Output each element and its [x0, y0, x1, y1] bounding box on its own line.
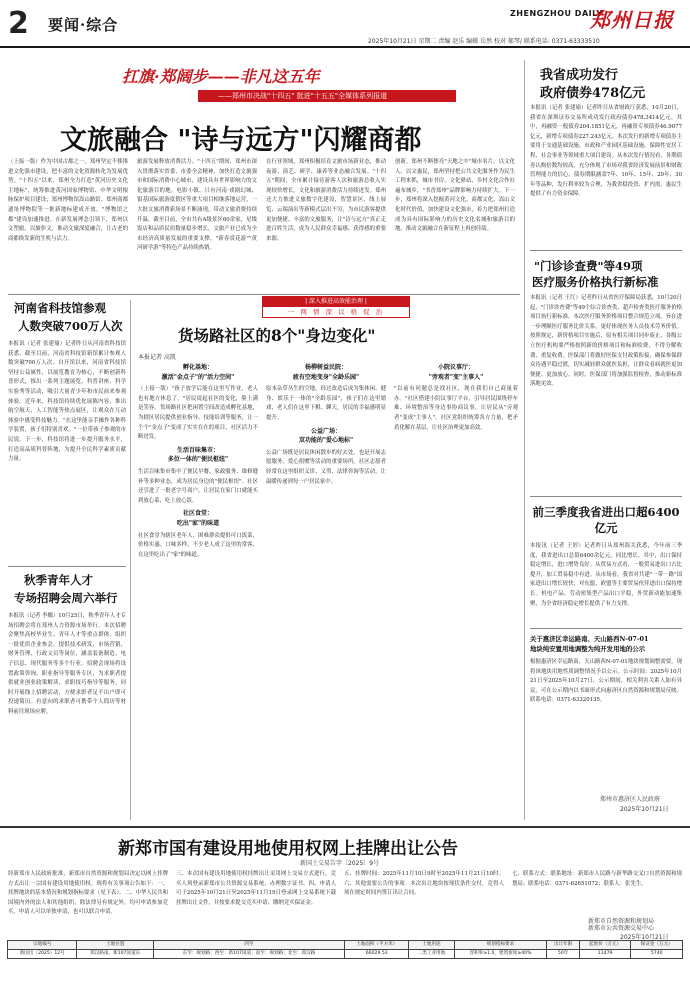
land-parcel-table: [7, 940, 683, 959]
kicker-line-1: | 深入推进高效能治理 |: [263, 297, 409, 307]
section-name: 要闻·综合: [48, 16, 119, 34]
table-header: 规划指标要求: [454, 941, 547, 950]
notice-issuer: 郑州市惠济区人民政府: [600, 796, 661, 803]
community-subhead-1: 孵化基地： 激活"金点子"的"活力空间": [161, 364, 235, 381]
job-headline-1: 秋季青年人才: [24, 573, 93, 587]
community-text-4: 原本杂草丛生的空地，经过改造后成为集休闲、健身、娱乐于一体的"全龄乐园"，孩子们在这里嬉戏，老人们在这里下棋、聊天，居民的幸福感明显提升。: [266, 386, 386, 421]
trade-headline: 前三季度我省进出口超6400亿元: [532, 505, 680, 535]
table-cell: 二类工业用地: [409, 950, 454, 959]
table-header: 宗地编号: [8, 941, 77, 950]
series-banner: [108, 62, 438, 110]
lead-col-3: 在行业领域，郑州积极培育文旅市场新业态，推动夜游、演艺、研学、康养等业态融合发展。"十四五"期间，全市累计接待游客人次和旅游总收入实现较快增长，文化和旅游消费活力持续迸发。郑州还大力推进文旅数字化建设，智慧景区、线上展览、云端演出等新模式层出不穷，为市民游客提供更加便捷、丰富的文旅服务，让"诗与远方"真正走进百姓生活，成为人民群众幸福感、获得感的重要来源。: [266, 159, 386, 242]
lead-headline: 文旅融合 "诗与远方"闪耀商都: [60, 125, 422, 156]
lead-divider: [8, 294, 520, 295]
tech-text: 本报讯（记者 张建瑜）记者昨日从河南省科技馆获悉，截至目前，河南省科技馆新馆累计参观人数突破700万人次。自开馆以来，河南省科技馆坚持公益属性，以展览教育为核心，不断创新科普形式，推出一系列主题展览、科普讲座、科学实验秀等活动，吸引大量青少年和市民前来参观体验。近年来，科技馆持续优化展陈内容，推出航空航天、人工智能等热点展区，让观众在互动体验中感受科技魅力。"在这里能亲手操作各种科学装置，孩子们特别喜欢。"一位带孩子参观的市民说。下一步，科技馆将进一步提升服务水平，打造高品质科普阵地，为提升全民科学素质贡献力量。: [8, 341, 126, 463]
table-header: 土地面积（平方米）: [345, 941, 409, 950]
table-cell: 容积率≥1.0，建筑密度≥40%: [454, 950, 547, 959]
community-headline: 货场路社区的8个"身边变化": [178, 326, 376, 345]
table-cell: 郑汉路南、新107国道东: [77, 950, 153, 959]
notice-date: 2025年10月21日: [620, 806, 669, 813]
community-col-1: [138, 360, 258, 820]
table-cell: 5740: [631, 950, 683, 959]
community-text-3: 社区食堂为辖区老年人、困难群众提供可口饭菜，价格实惠、口味多样，不少老人成了这里的常客，在这里吃出了"家"的味道。: [138, 532, 258, 558]
notice-headline-2: 地块纯安置用地调整为纯开发用地的公示: [530, 645, 646, 653]
notice-headline-1: 关于惠济区幸运路南、天山路西N-07-01: [530, 635, 649, 643]
right-col-divider: [524, 60, 525, 820]
community-subhead-5: 公益广场： 双功能的"爱心地标": [298, 427, 354, 445]
land-subtitle: 新国土交易告字〔2025〕9号: [300, 860, 380, 867]
banner-subtitle: ——郑州市决战"十四五" 挺进"十五五"全媒体系列报道: [218, 92, 388, 100]
bottom-section-rule: [0, 826, 690, 828]
community-col-3: [394, 360, 518, 820]
banner-title: 扛旗·郑阔步——非凡这五年: [122, 67, 320, 86]
lead-col-1: （上接一版）作为中国古都之一，郑州坚定不移推进文化强市建设，把丰富的文化资源转化为发展优势。"十四五"以来，郑州全力打造"黄河历史文化主地标"，统筹推进黄河国家博物馆、中华文明根脉保护项目建设；郑州博物馆嵩山路馆、郑州商都遗址博物院等一批新地标建成开放，"博物馆之都"建设加速推进。在新发展理念引领下，郑州以文塑旅、以旅彰文，推动文旅深度融合，让古老的商都焕发新的生机与活力。: [8, 159, 128, 242]
community-text-2: 生活百味集市集中了便民早餐、家政服务、维修缝补等多种业态，成为居民身边的"便民枢纽"。社区还引进了一批老字号商户，让居民在家门口就能买到放心菜、吃上放心饭。: [138, 468, 258, 504]
table-row: [8, 950, 683, 959]
lead-col-4: 创新，郑州不断擦亮"天地之中"城市名片。以文化人、以文惠民，郑州坚持把公共文化服务作为民生工程来抓，城市书房、文化驿站、乡村文化合作社遍布城乡，"书香郑州"品牌影响力持续扩大。下一步，郑州将深入挖掘黄河文化、商都文化、嵩山文化时代价值，加快建设文化强市，着力把郑州打造成为具有国际影响力的历史文化名城和旅游目的地，推动文旅融合在新征程上再创佳绩。: [395, 159, 515, 233]
table-header: 四至: [153, 941, 344, 950]
paper-name-en: ZHENGZHOU DAILY: [510, 9, 603, 18]
bond-divider: [530, 250, 682, 251]
trade-divider: [530, 628, 682, 629]
community-subhead-3: 社区食堂： 吃出"家"的味道: [176, 510, 220, 527]
community-text-5: 公益广场既是居民休闲散步的好去处，也是开展志愿服务、爱心捐赠等活动的重要场所。社区志愿者经常在这里组织义诊、义剪、法律咨询等活动，让温暖传递到每一户居民家中。: [266, 449, 386, 485]
community-byline: 本报记者 高凯: [138, 354, 176, 361]
table-cell: 东至：规划路；西至：新107国道；南至：规划路；北至：郑汉路: [153, 950, 344, 959]
community-subhead-6: 小院议事厅： "旁观者"变"主事人": [428, 364, 484, 381]
lead-col-2: 旅游发展释放消费活力。"十四五"期间，郑州市深入贯彻落实省委、市委全会精神，加快打造文旅强市和国际消费中心城市，建设具有世界影响力的文化旅游目的地。电影小镇、只有河南·戏剧幻城、银基国际旅游度假区等重大项目相继落地运营，一大批文旅消费新场景不断涌现，带动文旅消费持续升温。截至目前，全市共有A级景区60余家，星级饭店和品质民宿数量稳步增长，文旅产业已成为全市经济高质量发展的重要支撑。"新春赏花游""黄河研学游"等特色产品持续热销。: [137, 159, 257, 252]
job-headline-2: 专场招聘会周六举行: [14, 591, 118, 605]
land-headline: 新郑市国有建设用地使用权网上挂牌出让公告: [118, 839, 458, 859]
community-kicker: [262, 296, 410, 318]
tech-headline-2: 人数突破700万人次: [18, 319, 123, 333]
table-header: 起始价（万元）: [579, 941, 631, 950]
bond-headline-2: 政府债券478亿元: [540, 86, 646, 101]
land-col-4: 七、联系方式：联系地址：新郑市人民路与新华路交叉口自然资源和规划局；联系电话：0371-62651072；联系人：张先生。: [512, 871, 682, 887]
community-subhead-2: 生活百味集市： 多位一体的"便民枢纽": [167, 446, 229, 464]
table-cell: 66029.53: [345, 950, 409, 959]
paper-logo: 郑州日报: [590, 8, 674, 32]
land-date: 2025年10月21日: [620, 934, 669, 941]
clinic-headline-1: "门诊诊查费"等49项: [534, 259, 643, 273]
masthead: [0, 0, 690, 54]
page-number: 2: [8, 6, 29, 41]
clinic-text: 本报讯（记者 王红）记者昨日从省医疗保障局获悉，10月20日起，"门诊诊查费"等49个综合诊查类、超声检查类医疗服务价格项目执行新标准。本次医疗服务价格项目整合规范立项，旨在进一步理顺医疗服务比价关系，更好体现医务人员技术劳务价值。按照规定，新价格项目实施后，原有相关项目同步废止，各级公立医疗机构要严格按照新的价格项目和标准收费，不得分解收费、重复收费。医保部门将做好医保支付政策衔接，确保参保群众待遇平稳过渡，切实减轻群众就医负担，让群众看病就医更加便捷、更加放心。同时，医保部门将加强监督检查，推动新标准落地见效。: [530, 295, 682, 388]
land-col-2: 三、本次国有建设用地使用权挂牌出让采用网上交易方式进行，竞买人须登录新郑市公共资源交易系统，办理数字证书。四、申请人可于2025年10月21日至2025年11月19日登录网上交易系统下载挂牌出让文件，并按要求提交竞买申请、缴纳竞买保证金。: [176, 871, 336, 906]
kicker-line-2: 一 网 情 深 以 格 促 治: [287, 308, 385, 316]
community-col-2: [266, 360, 386, 820]
table-header-row: [8, 941, 683, 950]
bond-headline-1: 我省成功发行: [540, 68, 619, 83]
clinic-headline-2: 医疗服务价格执行新标准: [532, 275, 659, 289]
job-text: 本报讯（记者 李娜）10月25日，秋季青年人才专场招聘会将在郑州人力资源市场举行。本次招聘会聚焦高校毕业生、青年人才等重点群体，组织一批优质企业参会，提供技术研发、市场营销、财务管理、行政文员等岗位，涵盖装备制造、电子信息、现代服务等多个行业。招聘会现场将设置政策咨询、职业指导等服务专区，为求职者提供就业创业政策解读、求职技巧指导等服务。同时开展线上招聘活动，方便求职者足不出户即可投递简历。有意向的求职者可携带个人简历等材料前往现场应聘。: [8, 613, 126, 715]
community-subhead-4: 杨柳树益民院： 疲有空地变身"全龄乐园": [292, 364, 360, 381]
table-cell: 50年: [547, 950, 579, 959]
table-cell: 11479: [579, 950, 631, 959]
clinic-divider: [530, 496, 682, 497]
table-header: 出让年限: [547, 941, 579, 950]
land-issuer: 新郑市自然资源和规划局 新郑市公共资源交易中心: [588, 918, 655, 932]
table-header: 保证金（万元）: [631, 941, 683, 950]
notice-text: 根据惠济区幸运路南、天山路西N-07-01地块规划调整需要，现将该地块用地性质调整情况予以公示。公示时间：2025年10月21日至2025年10月27日。公示期间，相关利害关系人如有异议，可在公示期内以书面形式向惠济区自然资源和规划局反映。联系电话：0371-63320135。: [530, 659, 682, 704]
edition-line: 2025年10月21日 星期二 责编 赵乐 编辑 岳然 校对 郝琴/ 联系电话: 0371-63333510: [368, 38, 600, 45]
masthead-rule: [0, 46, 690, 48]
tech-divider: [8, 566, 126, 567]
table-header: 土地位置: [77, 941, 153, 950]
land-col-3: 五、挂牌时间：2025年11月10日9时至2025年11月21日10时。六、其他需要公告的事项：本次出让地块按现状条件交付，竞得人须在规定时间内签订出让合同。: [344, 871, 504, 897]
table-header: 土地用途: [409, 941, 454, 950]
community-text-6: "以前有问题总是找社区，现在我们自己商量着办。"社区搭建小院议事厅平台，引导居民围绕停车难、环境整治等身边事协商议事，让居民从"旁观者"变成"主事人"。社区党组织统筹各方力量，把矛盾化解在基层，让社区治理更加高效。: [394, 386, 518, 431]
left-col-divider: [130, 300, 131, 820]
tech-headline-1: 河南省科技馆参观: [14, 301, 106, 315]
table-cell: 新国出（2025）12号: [8, 950, 77, 959]
bond-text: 本报讯（记者 张建瑜）记者昨日从省财政厅获悉，10月20日，我省在深圳证券交易所成功发行政府债券478.3414亿元。其中，再融资一般债券204.1851亿元，再融资专项债券46.9077亿元，新增专项债券227.243亿元。本次发行的新增专项债券主要用于交通基础设施、市政和产业园区基础设施、保障性安居工程、社会事业等领域重大项目建设。从本次发行情况看，各期债券认购倍数均较高，充分体现了市场对我省经济发展前景和财政管理能力的信心。债券期限涵盖7年、10年、15年、20年、30年等品种，发行利率较为合理，为我省稳投资、扩内需、惠民生提供了有力资金保障。: [530, 105, 682, 198]
trade-text: 本报讯（记者 王婷）记者昨日从郑州海关获悉，今年前三季度，我省进出口总值6400余亿元，同比增长。其中，出口保持稳定增长，进口增势良好。从贸易方式看，一般贸易进出口占比提升，加工贸易稳中有进。从市场看，我省对共建"一带一路"国家进出口增长较快，对东盟、欧盟等主要贸易伙伴进出口保持增长。机电产品、劳动密集型产品出口平稳，外贸新动能加速集聚，为全省经济稳定增长提供了有力支撑。: [530, 543, 682, 607]
land-col-1: 经新郑市人民政府批准，新郑市自然资源和规划局决定以网上挂牌方式出让一宗国有建设用地使用权。现将有关事项公告如下：一、挂牌地块的基本情况和规划指标要求（见下表）。二、中华人民共和国境内外的法人和其他组织，除法律另有规定外，均可申请参加竞买，申请人可以单独申请，也可以联合申请。: [8, 871, 168, 916]
community-text-1: （上接一版）"孩子放学后能在这里写作业，老人也有地方休息了。"居民说起社区的变化，脸上满是笑容。货场路社区把闲置空间改造成孵化基地，为辖区居民提供创业指导、技能培训等服务，让一个个"金点子"变成了实实在在的项目，社区活力不断迸发。: [138, 386, 258, 441]
